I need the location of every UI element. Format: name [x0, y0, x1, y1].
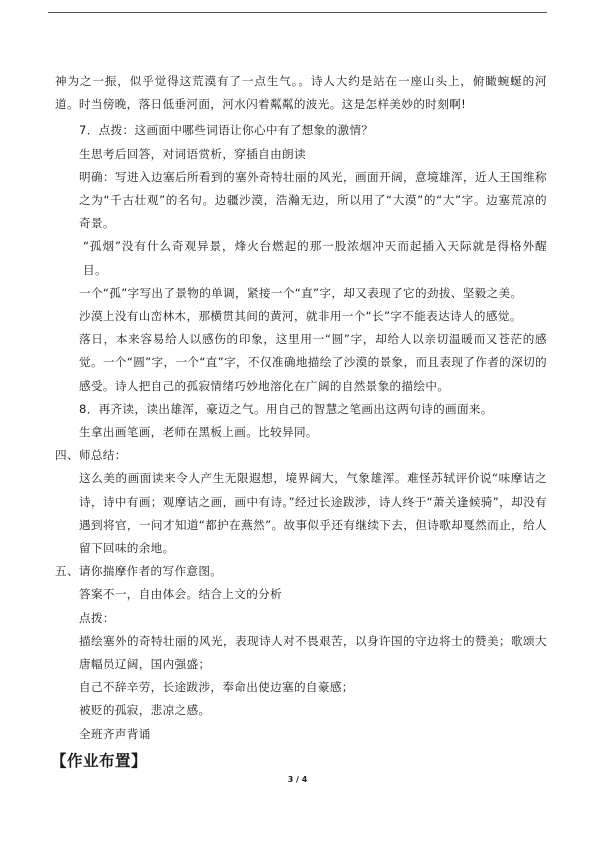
- section-intent-title: 五、请你揣摩作者的写作意图。: [55, 564, 223, 579]
- homework-heading: 【作业布置】: [51, 751, 148, 770]
- page-number: 3 / 4: [287, 775, 308, 784]
- section-summary-title: 四、师总结：: [55, 448, 127, 463]
- paragraph-lonely-smoke: “孤烟”没有什么奇观异景，烽火台燃起的那一股浓烟冲天而起插入天际就是得格外醒目。: [83, 239, 547, 277]
- header-rule: [48, 12, 547, 13]
- paragraph-intent-3: 被贬的孤寂，悲凉之感。: [79, 703, 211, 718]
- paragraph-clarify: 明确：写进入边塞后所看到的塞外奇特壮丽的风光，画面开阔，意境雄浑，近人王国维称之为“千古壮观”的名句。边疆沙漠，浩瀚无边，所以用了“大漠”的“大”字。边塞荒凉的奇景。: [79, 169, 547, 231]
- paragraph-gu-zhi: 一个“孤”字写出了景物的单调，紧接一个“直”字，却又表现了它的劲拔、坚毅之美。: [79, 285, 523, 300]
- paragraph-recite: 全班齐声背诵: [79, 726, 151, 741]
- paragraph-intent-2: 自己不辞辛劳，长途跋涉，奉命出使边塞的自豪感；: [79, 680, 354, 695]
- paragraph-summary: 这么美的画面读来令人产生无限遐想，境界阔大，气象雄浑。难怪苏轼评价说“味摩诘之诗，诗中有画；观摩诘之画，画中有诗。”经过长途跋涉，诗人终于“萧关逢候骑”，却没有遇到将官，一问才知道“都护在燕然”。故事似乎还有继续下去，但诗歌却戛然而止，给人留下回味的余地。: [79, 471, 547, 556]
- paragraph-student-answer: 生思考后回答，对词语赏析，穿插自由朗读: [79, 146, 306, 161]
- paragraph-chang: 沙漠上没有山峦林木，那横贯其间的黄河，就非用一个“长”字不能表达诗人的感觉。: [79, 309, 522, 324]
- document-body: [51, 70, 547, 773]
- paragraph-sunset: 落日，本来容易给人以感伤的印象，这里用一“圆”字，却给人以亲切温暖而又苍茫的感觉。一个“圆”字，一个“直”字，不仅准确地描绘了沙漠的景象，而且表现了作者的深切的感受。诗人把自己的孤寂情绪巧妙地溶化在广阔的自然景象的描绘中。: [79, 332, 547, 393]
- paragraph-hint: 点拨：: [79, 610, 115, 625]
- paragraph-continuation: 神为之一振，似乎觉得这荒漠有了一点生气。。诗人大约是站在一座山头上，俯瞰蜿蜒的河道。时当傍晚，落日低垂河面，河水闪着粼粼的波光。这是怎样美妙的时刻啊!: [55, 74, 547, 112]
- paragraph-drawing: 生拿出画笔画，老师在黑板上画。比较异同。: [79, 425, 318, 440]
- paragraph-step-7: 7．点拨：这画面中哪些词语让你心中有了想象的激情？: [79, 123, 374, 138]
- paragraph-intent-1: 描绘塞外的奇特壮丽的风光，表现诗人对不畏艰苦，以身许国的守边将士的赞美；歌颂大唐幅员辽阔，国内强盛；: [79, 633, 547, 672]
- paragraph-answer: 答案不一，自由体会。结合上文的分析: [79, 587, 283, 602]
- paragraph-step-8: 8．再齐读，读出雄浑，豪迈之气。用自己的智慧之笔画出这两句诗的画面来。: [79, 401, 493, 416]
